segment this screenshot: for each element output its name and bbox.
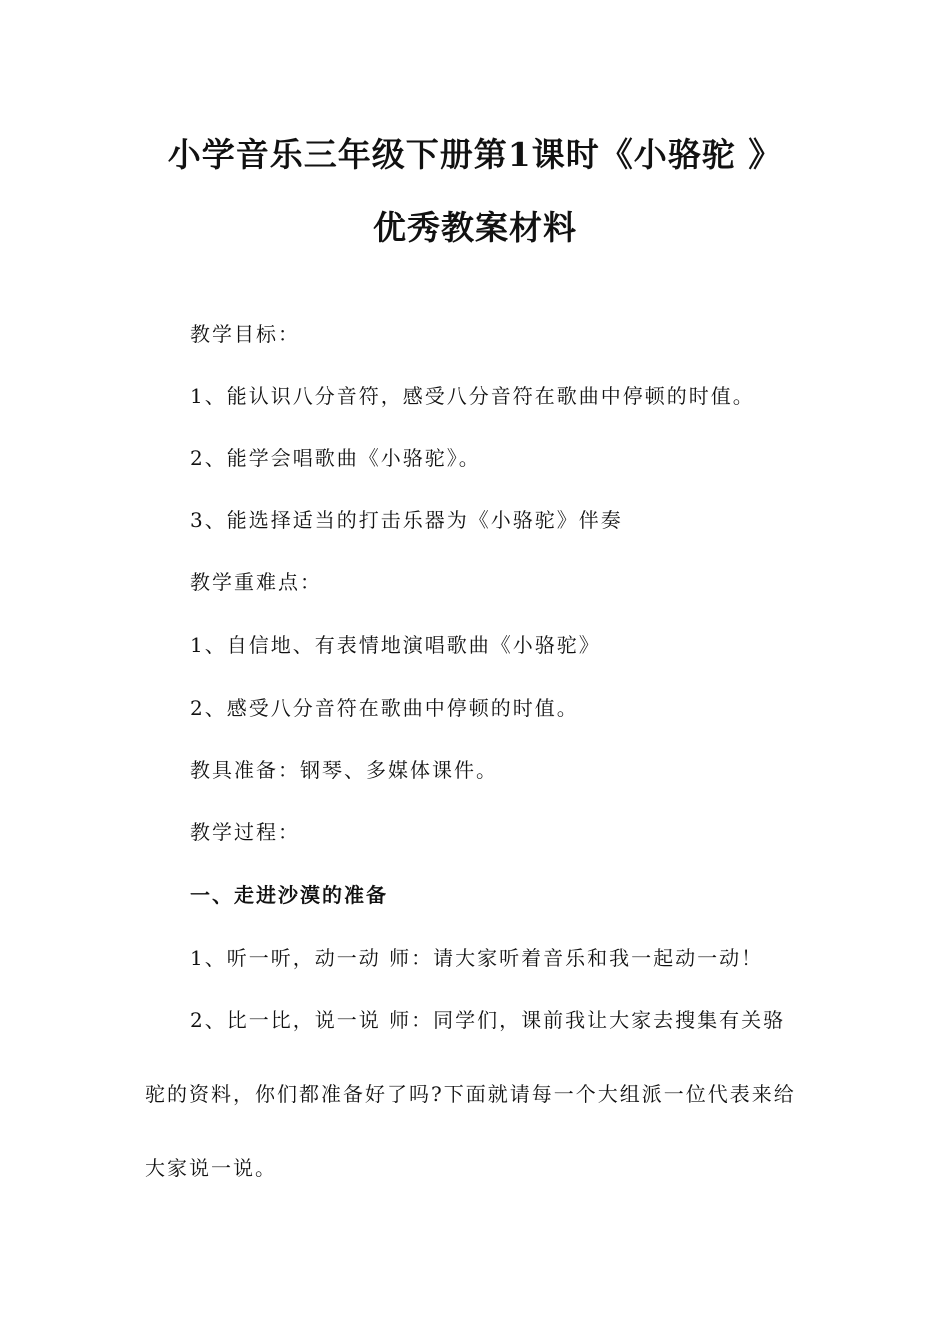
keypoint-item-2: 2、感受八分音符在歌曲中停顿的时值。 [190,696,579,720]
step-item-2-line-3: 大家说一说。 [145,1156,277,1180]
goal-item-3: 3、能选择适当的打击乐器为《小骆驼》伴奏 [190,508,623,532]
goals-heading: 教学目标： [190,322,300,346]
step-item-2-line-2: 驼的资料，你们都准备好了吗?下面就请每一个大组派一位代表来给 [145,1082,796,1106]
process-heading: 教学过程： [190,820,300,844]
section-heading-1: 一、走进沙漠的准备 [190,883,388,907]
keypoint-item-1: 1、自信地、有表情地演唱歌曲《小骆驼》 [190,633,601,657]
tools-paragraph: 教具准备：钢琴、多媒体课件。 [190,758,498,782]
step-item-1: 1、听一听，动一动 师：请大家听着音乐和我一起动一动！ [190,946,764,970]
goal-item-1: 1、能认识八分音符，感受八分音符在歌曲中停顿的时值。 [190,384,755,408]
document-title-line-1: 小学音乐三年级下册第1课时《小骆驼 》 [167,135,783,174]
document-title-line-2: 优秀教案材料 [373,208,577,247]
step-item-2-line-1: 2、比一比，说一说 师：同学们，课前我让大家去搜集有关骆 [190,1008,786,1032]
goal-item-2: 2、能学会唱歌曲《小骆驼》。 [190,446,481,470]
keypoints-heading: 教学重难点： [190,570,322,594]
